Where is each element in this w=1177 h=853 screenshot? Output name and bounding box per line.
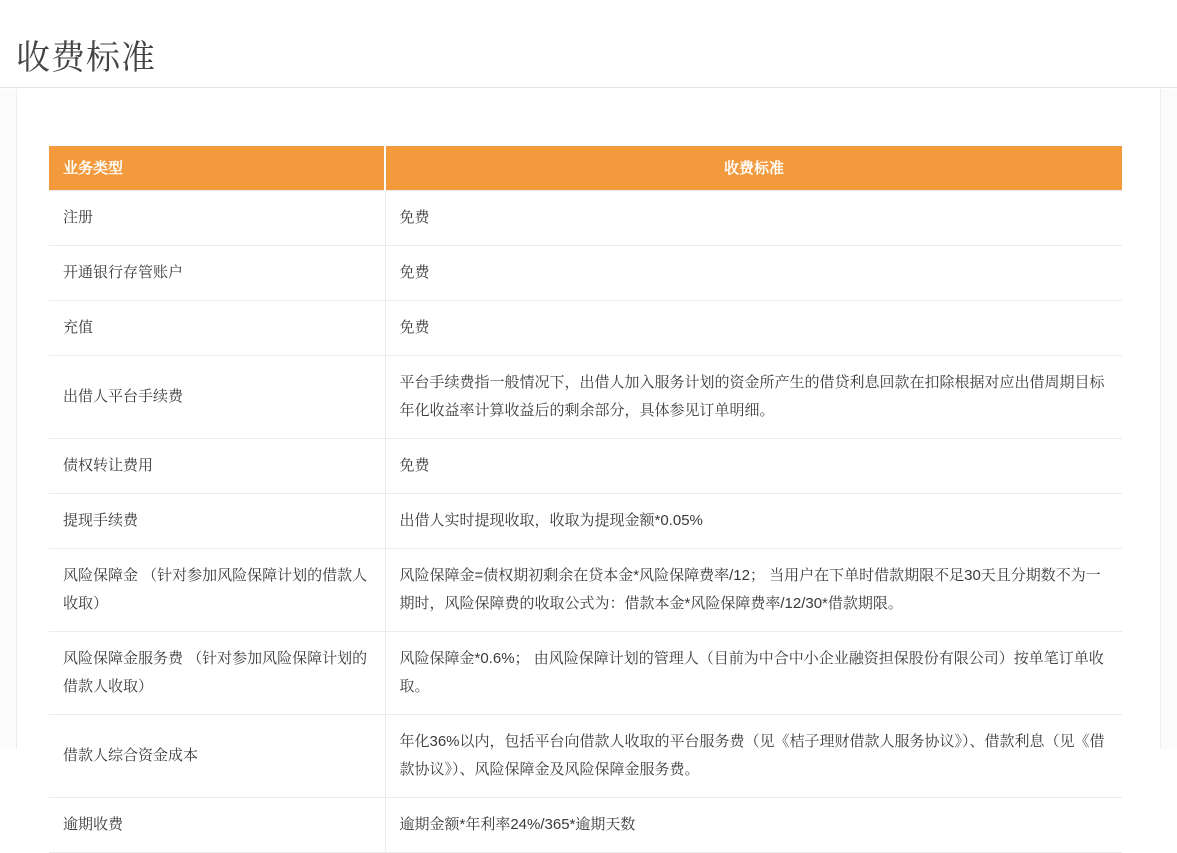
cell-business-type: 借款人综合资金成本 (49, 714, 385, 797)
table-row (49, 190, 1122, 245)
cell-fee-standard: 平台手续费指一般情况下，出借人加入服务计划的资金所产生的借贷利息回款在扣除根据对应出借周期目标年化收益率计算收益后的剩余部分，具体参见订单明细。 (385, 355, 1122, 438)
table-row (49, 631, 1122, 714)
table-head (49, 146, 1122, 190)
cell-fee-standard: 风险保障金=债权期初剩余在贷本金*风险保障费率/12； 当用户在下单时借款期限不足30天且分期数不为一期时，风险保障费的收取公式为：借款本金*风险保障费率/12/30*借款期限。 (385, 548, 1122, 631)
cell-business-type: 风险保障金服务费 （针对参加风险保障计划的借款人收取） (49, 631, 385, 714)
cell-business-type: 充值 (49, 300, 385, 355)
cell-fee-standard: 出借人实时提现收取，收取为提现金额*0.05% (385, 493, 1122, 548)
table-row (49, 714, 1122, 797)
column-header-fee-standard: 收费标准 (385, 146, 1122, 190)
cell-fee-standard: 逾期金额*年利率24%/365*逾期天数 (385, 797, 1122, 852)
table-row (49, 493, 1122, 548)
table-row (49, 548, 1122, 631)
cell-fee-standard: 风险保障金*0.6%； 由风险保障计划的管理人（目前为中合中小企业融资担保股份有限公司）按单笔订单收取。 (385, 631, 1122, 714)
table-row (49, 797, 1122, 852)
cell-fee-standard: 免费 (385, 190, 1122, 245)
table-row (49, 438, 1122, 493)
table-header-row (49, 146, 1122, 190)
cell-business-type: 逾期收费 (49, 797, 385, 852)
cell-business-type: 开通银行存管账户 (49, 245, 385, 300)
cell-fee-standard: 免费 (385, 438, 1122, 493)
table-row (49, 245, 1122, 300)
page-header (0, 0, 1177, 88)
table-body (49, 190, 1122, 852)
fee-standard-table (49, 146, 1122, 853)
page-title: 收费标准 (16, 38, 156, 77)
table-row (49, 300, 1122, 355)
cell-fee-standard: 年化36%以内，包括平台向借款人收取的平台服务费（见《桔子理财借款人服务协议》）、借款利息（见《借款协议》）、风险保障金及风险保障金服务费。 (385, 714, 1122, 797)
cell-business-type: 风险保障金 （针对参加风险保障计划的借款人收取） (49, 548, 385, 631)
cell-business-type: 出借人平台手续费 (49, 355, 385, 438)
table-row (49, 355, 1122, 438)
cell-business-type: 债权转让费用 (49, 438, 385, 493)
cell-fee-standard: 免费 (385, 245, 1122, 300)
column-header-business-type: 业务类型 (49, 146, 385, 190)
content-area (0, 89, 1177, 833)
cell-business-type: 注册 (49, 190, 385, 245)
cell-fee-standard: 免费 (385, 300, 1122, 355)
cell-business-type: 提现手续费 (49, 493, 385, 548)
fee-standard-card (16, 89, 1161, 833)
